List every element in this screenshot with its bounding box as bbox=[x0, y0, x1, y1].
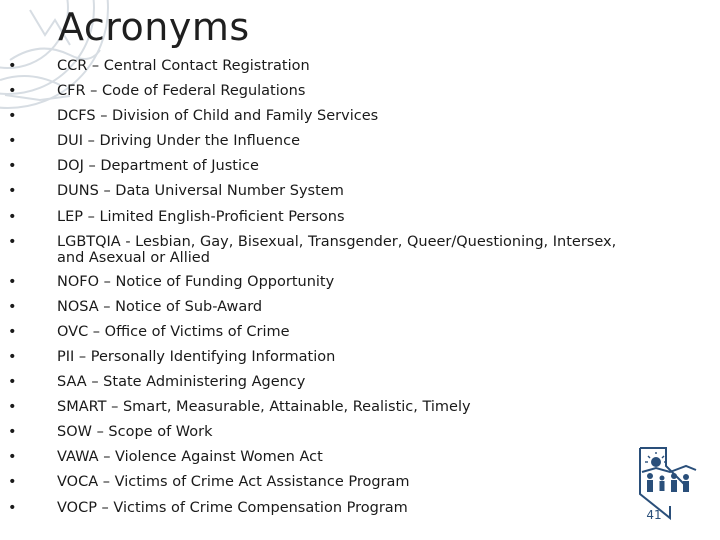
list-item: • DOJ – Department of Justice bbox=[8, 158, 259, 175]
bullet-icon: • bbox=[8, 474, 17, 491]
bullet-icon: • bbox=[8, 374, 17, 391]
bullet-icon: • bbox=[8, 399, 17, 416]
list-item: • NOFO – Notice of Funding Opportunity bbox=[8, 273, 335, 290]
list-item: • SAA – State Administering Agency bbox=[8, 374, 306, 391]
list-item: • DUI – Driving Under the Influence bbox=[8, 133, 300, 150]
slide-title: Acronyms bbox=[58, 5, 250, 49]
list-item: • DCFS – Division of Child and Family Services bbox=[8, 108, 379, 125]
bullet-icon: • bbox=[8, 449, 17, 466]
list-item: • OVC – Office of Victims of Crime bbox=[8, 323, 290, 340]
bullet-icon: • bbox=[8, 499, 17, 516]
list-item: • SMART – Smart, Measurable, Attainable, Realistic, Timely bbox=[8, 399, 471, 416]
bullet-icon: • bbox=[8, 348, 17, 365]
bullet-icon: • bbox=[8, 273, 17, 290]
list-item: • NOSA – Notice of Sub-Award bbox=[8, 298, 263, 315]
bullet-icon: • bbox=[8, 424, 17, 441]
list-item: • PII – Personally Identifying Information bbox=[8, 348, 336, 365]
page-number: 41 bbox=[646, 508, 662, 522]
bullet-icon: • bbox=[8, 233, 17, 250]
list-item: • DUNS – Data Universal Number System bbox=[8, 183, 344, 200]
bullet-icon: • bbox=[8, 208, 17, 225]
list-item: • CFR – Code of Federal Regulations bbox=[8, 83, 306, 100]
bullet-icon: • bbox=[8, 83, 17, 100]
list-item: • LGBTQIA - Lesbian, Gay, Bisexual, Transgender, Queer/Questioning, Intersex, and Asexual or Allied bbox=[8, 233, 617, 266]
list-item: • LEP – Limited English-Proficient Persons bbox=[8, 208, 345, 225]
bullet-icon: • bbox=[8, 323, 17, 340]
bullet-icon: • bbox=[8, 183, 17, 200]
list-item: • VAWA – Violence Against Women Act bbox=[8, 449, 323, 466]
bullet-icon: • bbox=[8, 58, 17, 74]
bullet-icon: • bbox=[8, 133, 17, 150]
bullet-icon: • bbox=[8, 158, 17, 175]
list-item: • VOCP – Victims of Crime Compensation Program bbox=[8, 499, 408, 516]
acronym-list bbox=[8, 58, 638, 525]
list-item: • CCR – Central Contact Registration bbox=[8, 58, 310, 74]
bullet-icon: • bbox=[8, 298, 17, 315]
list-item: • VOCA – Victims of Crime Act Assistance Program bbox=[8, 474, 410, 491]
bullet-icon: • bbox=[8, 108, 17, 125]
list-item: • SOW – Scope of Work bbox=[8, 424, 213, 441]
